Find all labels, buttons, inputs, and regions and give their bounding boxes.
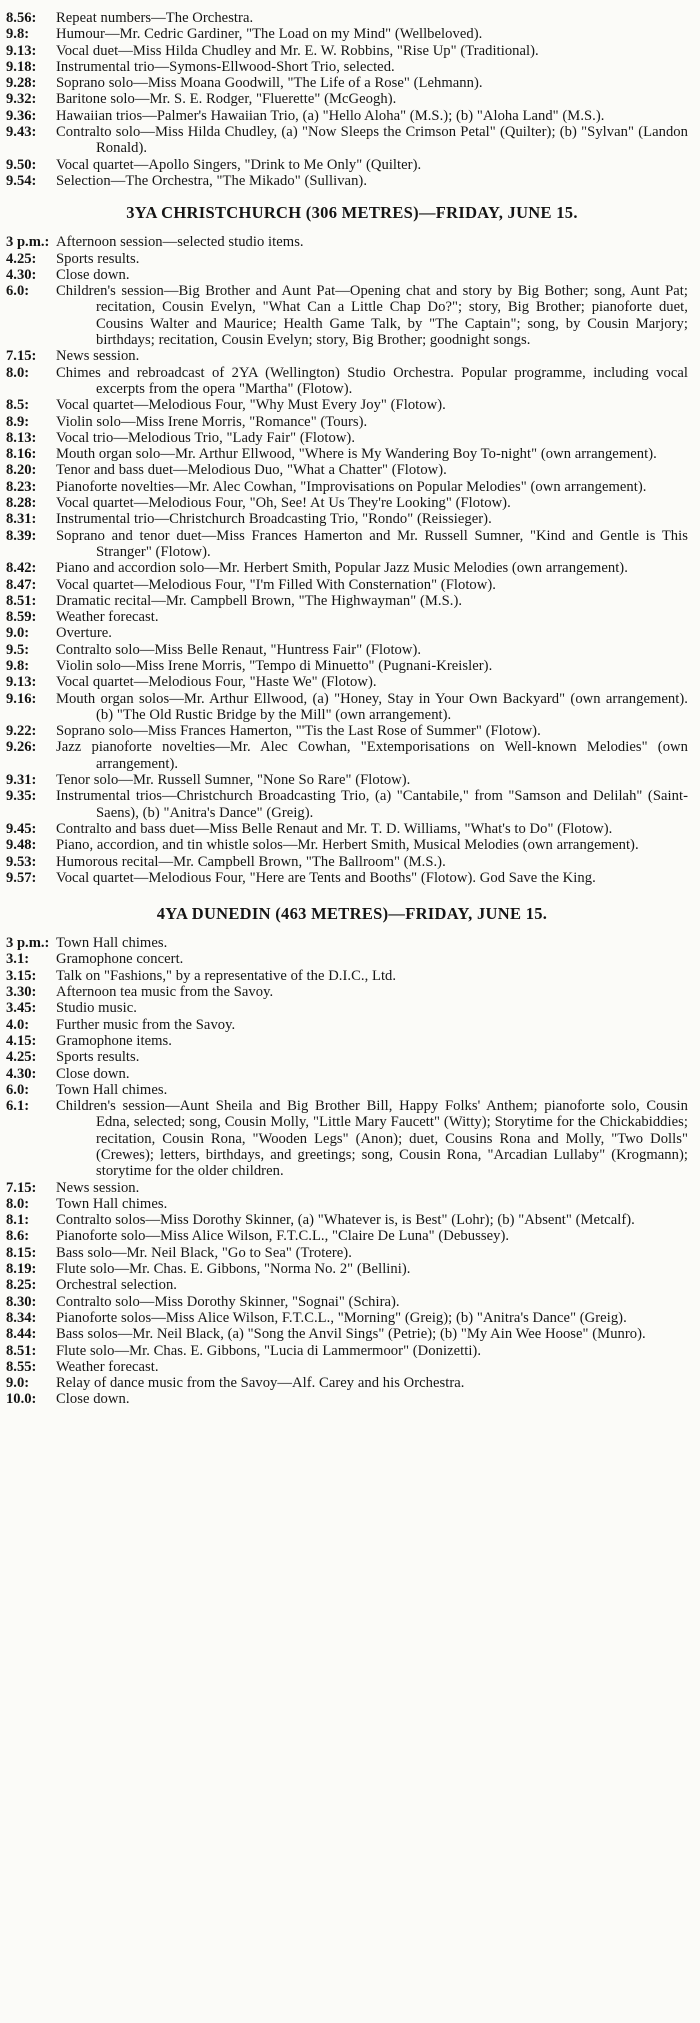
entry-time: 8.0: bbox=[6, 364, 30, 381]
programme-entry bbox=[6, 984, 688, 1000]
programme-entry bbox=[6, 157, 688, 173]
entry-description: Baritone solo—Mr. S. E. Rodger, "Fluerette" (McGeogh). bbox=[56, 91, 397, 108]
entry-time: 8.13: bbox=[6, 429, 37, 446]
entry-time: 8.19: bbox=[6, 1261, 37, 1278]
programme-entry bbox=[6, 430, 688, 446]
entry-description: Close down. bbox=[56, 266, 130, 283]
entry-description: Talk on "Fashions," by a representative of the D.I.C., Ltd. bbox=[56, 967, 397, 984]
entry-time: 6.1: bbox=[6, 1098, 30, 1115]
entry-description: Vocal quartet—Melodious Four, "Why Must Every Joy" (Flotow). bbox=[56, 397, 446, 414]
programme-entry bbox=[6, 414, 688, 430]
programme-entry bbox=[6, 821, 688, 837]
entry-time: 8.1: bbox=[6, 1212, 30, 1229]
programme-entry bbox=[6, 1343, 688, 1359]
entry-description: Vocal duet—Miss Hilda Chudley and Mr. E. W. Robbins, "Rise Up" (Traditional). bbox=[56, 42, 539, 59]
entry-time: 3 p.m.: bbox=[6, 935, 50, 952]
entry-time: 3.1: bbox=[6, 951, 30, 968]
entry-description: Contralto solo—Miss Belle Renaut, "Huntress Fair" (Flotow). bbox=[56, 641, 422, 658]
entry-description: Weather forecast. bbox=[56, 1358, 159, 1375]
entry-time: 7.15: bbox=[6, 1179, 37, 1196]
programme-entry bbox=[6, 1049, 688, 1065]
entry-description: Vocal quartet—Apollo Singers, "Drink to Me Only" (Quilter). bbox=[56, 156, 422, 173]
entry-time: 9.8: bbox=[6, 26, 30, 43]
entry-time: 8.51: bbox=[6, 592, 37, 609]
entry-description: Gramophone items. bbox=[56, 1032, 172, 1049]
entry-description: Hawaiian trios—Palmer's Hawaiian Trio, (a) "Hello Aloha" (M.S.); (b) "Aloha Land" (M.S.). bbox=[56, 107, 605, 124]
entry-time: 8.34: bbox=[6, 1309, 37, 1326]
entry-time: 8.56: bbox=[6, 10, 37, 26]
entry-time: 9.35: bbox=[6, 788, 37, 805]
programme-entry bbox=[6, 173, 688, 189]
entry-time: 9.18: bbox=[6, 58, 37, 75]
programme-entry bbox=[6, 283, 688, 348]
entry-time: 10.0: bbox=[6, 1391, 37, 1408]
programme-entry bbox=[6, 1310, 688, 1326]
programme-entry bbox=[6, 691, 688, 724]
entry-time: 9.13: bbox=[6, 42, 37, 59]
entry-description: Selection—The Orchestra, "The Mikado" (Sullivan). bbox=[56, 172, 368, 189]
programme-entry bbox=[6, 593, 688, 609]
4ya-dunedin-heading: 4YA DUNEDIN (463 METRES)—FRIDAY, JUNE 15. bbox=[156, 904, 548, 924]
entry-time: 9.0: bbox=[6, 625, 30, 642]
entry-time: 6.0: bbox=[6, 283, 30, 300]
programme-entry bbox=[6, 1261, 688, 1277]
entry-time: 8.28: bbox=[6, 495, 37, 512]
entry-time: 8.15: bbox=[6, 1244, 37, 1261]
entry-time: 4.25: bbox=[6, 250, 37, 267]
entry-time: 9.50: bbox=[6, 156, 37, 173]
programme-entry bbox=[6, 772, 688, 788]
programme-entry bbox=[6, 59, 688, 75]
programme-entry bbox=[6, 854, 688, 870]
entry-time: 9.45: bbox=[6, 820, 37, 837]
entry-time: 8.6: bbox=[6, 1228, 30, 1245]
entry-time: 9.13: bbox=[6, 674, 37, 691]
entry-time: 9.53: bbox=[6, 853, 37, 870]
entry-time: 9.16: bbox=[6, 690, 37, 707]
programme-entry bbox=[6, 1228, 688, 1244]
programme-entry bbox=[6, 870, 688, 886]
programme-entry bbox=[6, 625, 688, 641]
entry-description: Contralto solos—Miss Dorothy Skinner, (a) "Whatever is, is Best" (Lohr); (b) "Absent" (Metcalf). bbox=[56, 1212, 635, 1229]
entry-time: 8.31: bbox=[6, 511, 37, 528]
entry-time: 4.30: bbox=[6, 266, 37, 283]
entry-description: Instrumental trios—Christchurch Broadcasting Trio, (a) "Cantabile," from "Samson and Delilah" (Saint-Saens), (b) "Anitra's Dance" (Greig). bbox=[56, 788, 688, 821]
entry-description: Soprano and tenor duet—Miss Frances Hamerton and Mr. Russell Sumner, "Kind and Gentle is This Stranger" (Flotow). bbox=[56, 527, 688, 560]
entry-time: 8.23: bbox=[6, 478, 37, 495]
entry-description: Soprano solo—Miss Frances Hamerton, "'Tis the Last Rose of Summer" (Flotow). bbox=[56, 723, 541, 740]
entry-description: Contralto solo—Miss Dorothy Skinner, "Sognai" (Schira). bbox=[56, 1293, 400, 1310]
entry-description: Instrumental trio—Symons-Ellwood-Short Trio, selected. bbox=[56, 58, 395, 75]
entry-description: Violin solo—Miss Irene Morris, "Romance" (Tours). bbox=[56, 413, 368, 430]
entry-time: 8.20: bbox=[6, 462, 37, 479]
entry-description: Relay of dance music from the Savoy—Alf. Carey and his Orchestra. bbox=[56, 1375, 465, 1392]
programme-entry bbox=[6, 1196, 688, 1212]
entry-description: Further music from the Savoy. bbox=[56, 1016, 236, 1033]
entry-time: 8.9: bbox=[6, 413, 30, 430]
programme-entry bbox=[6, 1294, 688, 1310]
programme-entry bbox=[6, 968, 688, 984]
entry-description: Orchestral selection. bbox=[56, 1277, 177, 1294]
programme-entry bbox=[6, 462, 688, 478]
programme-entry bbox=[6, 446, 688, 462]
entry-description: Sports results. bbox=[56, 250, 140, 267]
entry-time: 8.55: bbox=[6, 1358, 37, 1375]
entry-description: Close down. bbox=[56, 1065, 130, 1082]
programme-entry bbox=[6, 1326, 688, 1342]
entry-description: Contralto solo—Miss Hilda Chudley, (a) "Now Sleeps the Crimson Petal" (Quilter); (b) "Sylvan" (Landon Ronald). bbox=[56, 124, 688, 157]
entry-description: Mouth organ solo—Mr. Arthur Ellwood, "Where is My Wandering Boy To-night" (own arrangement). bbox=[56, 446, 657, 463]
entry-time: 9.26: bbox=[6, 739, 37, 756]
programme-entry bbox=[6, 642, 688, 658]
entry-description: Pianoforte solo—Miss Alice Wilson, F.T.C.L., "Claire De Luna" (Debussey). bbox=[56, 1228, 510, 1245]
entry-description: Children's session—Big Brother and Aunt Pat—Opening chat and story by Big Bother; song, Aunt Pat; recitation, Cousin Evelyn, "What Can a Little Chap Do?"; story, Big Brother; pianoforte duet, Cousins Walter and Maurice; Health Game Talk, by "The Captain"; song, by Cousin Marjory; birthdays; recitation, Cousin Evelyn; story, Big Brother; goodnight songs. bbox=[56, 283, 688, 349]
entry-time: 9.43: bbox=[6, 124, 37, 141]
entry-description: Tenor solo—Mr. Russell Sumner, "None So Rare" (Flotow). bbox=[56, 772, 411, 789]
entry-description: Afternoon tea music from the Savoy. bbox=[56, 984, 274, 1001]
2ya-programme-continuation bbox=[6, 10, 688, 189]
entry-description: Sports results. bbox=[56, 1049, 140, 1066]
entry-description: Piano, accordion, and tin whistle solos—Mr. Herbert Smith, Musical Melodies (own arrangement). bbox=[56, 837, 639, 854]
entry-time: 8.25: bbox=[6, 1277, 37, 1294]
entry-time: 4.0: bbox=[6, 1016, 30, 1033]
entry-description: Soprano solo—Miss Moana Goodwill, "The Life of a Rose" (Lehmann). bbox=[56, 75, 483, 92]
entry-time: 4.25: bbox=[6, 1049, 37, 1066]
programme-entry bbox=[6, 1212, 688, 1228]
entry-time: 8.0: bbox=[6, 1195, 30, 1212]
programme-entry bbox=[6, 43, 688, 59]
entry-time: 9.57: bbox=[6, 869, 37, 886]
entry-description: News session. bbox=[56, 1179, 140, 1196]
entry-description: Gramophone concert. bbox=[56, 951, 184, 968]
entry-description: Afternoon session—selected studio items. bbox=[56, 234, 304, 251]
entry-time: 8.44: bbox=[6, 1326, 37, 1343]
entry-description: Flute solo—Mr. Chas. E. Gibbons, "Lucia di Lammermoor" (Donizetti). bbox=[56, 1342, 482, 1359]
programme-entry bbox=[6, 1180, 688, 1196]
entry-time: 3.30: bbox=[6, 984, 37, 1001]
programme-entry bbox=[6, 234, 688, 250]
entry-time: 8.5: bbox=[6, 397, 30, 414]
programme-entry bbox=[6, 658, 688, 674]
4ya-dunedin-programme bbox=[6, 935, 688, 1408]
entry-time: 8.16: bbox=[6, 446, 37, 463]
programme-entry bbox=[6, 951, 688, 967]
entry-time: 3.45: bbox=[6, 1000, 37, 1017]
programme-entry bbox=[6, 1245, 688, 1261]
programme-entry bbox=[6, 10, 688, 26]
entry-description: Flute solo—Mr. Chas. E. Gibbons, "Norma No. 2" (Bellini). bbox=[56, 1261, 411, 1278]
programme-entry bbox=[6, 1098, 688, 1179]
entry-description: Dramatic recital—Mr. Campbell Brown, "The Highwayman" (M.S.). bbox=[56, 592, 463, 609]
entry-time: 9.28: bbox=[6, 75, 37, 92]
entry-time: 4.30: bbox=[6, 1065, 37, 1082]
entry-time: 9.0: bbox=[6, 1375, 30, 1392]
entry-description: Vocal quartet—Melodious Four, "Here are Tents and Booths" (Flotow). God Save the King. bbox=[56, 869, 596, 886]
entry-description: Vocal quartet—Melodious Four, "Haste We" (Flotow). bbox=[56, 674, 377, 691]
entry-description: Humour—Mr. Cedric Gardiner, "The Load on my Mind" (Wellbeloved). bbox=[56, 26, 483, 43]
entry-time: 3.15: bbox=[6, 967, 37, 984]
entry-time: 8.30: bbox=[6, 1293, 37, 1310]
programme-entry bbox=[6, 91, 688, 107]
entry-description: Town Hall chimes. bbox=[56, 1195, 168, 1212]
entry-description: Pianoforte novelties—Mr. Alec Cowhan, "Improvisations on Popular Melodies" (own arrangement). bbox=[56, 478, 647, 495]
programme-entry bbox=[6, 365, 688, 398]
entry-description: Studio music. bbox=[56, 1000, 137, 1017]
programme-entry bbox=[6, 108, 688, 124]
entry-time: 4.15: bbox=[6, 1032, 37, 1049]
entry-description: Mouth organ solos—Mr. Arthur Ellwood, (a) "Honey, Stay in Your Own Backyard" (own arrangement). (b) "The Old Rustic Bridge by the Mill" (own arrangement). bbox=[56, 690, 688, 723]
entry-description: Vocal trio—Melodious Trio, "Lady Fair" (Flotow). bbox=[56, 429, 356, 446]
entry-description: Overture. bbox=[56, 625, 112, 642]
entry-time: 8.39: bbox=[6, 527, 37, 544]
programme-entry bbox=[6, 1391, 688, 1407]
programme-entry bbox=[6, 511, 688, 527]
programme-entry bbox=[6, 251, 688, 267]
entry-description: Town Hall chimes. bbox=[56, 1081, 168, 1098]
entry-description: Tenor and bass duet—Melodious Duo, "What a Chatter" (Flotow). bbox=[56, 462, 447, 479]
entry-time: 7.15: bbox=[6, 348, 37, 365]
entry-description: Instrumental trio—Christchurch Broadcasting Trio, "Rondo" (Reissieger). bbox=[56, 511, 492, 528]
programme-entry bbox=[6, 837, 688, 853]
programme-entry bbox=[6, 1082, 688, 1098]
programme-entry bbox=[6, 739, 688, 772]
entry-description: Bass solo—Mr. Neil Black, "Go to Sea" (Trotere). bbox=[56, 1244, 352, 1261]
entry-description: Piano and accordion solo—Mr. Herbert Smith, Popular Jazz Music Melodies (own arrangement). bbox=[56, 560, 628, 577]
programme-entry bbox=[6, 674, 688, 690]
entry-description: Vocal quartet—Melodious Four, "Oh, See! At Us They're Looking" (Flotow). bbox=[56, 495, 511, 512]
programme-entry bbox=[6, 75, 688, 91]
entry-time: 9.48: bbox=[6, 837, 37, 854]
3ya-christchurch-heading: 3YA CHRISTCHURCH (306 METRES)—FRIDAY, JUNE 15. bbox=[126, 203, 578, 223]
entry-time: 8.51: bbox=[6, 1342, 37, 1359]
programme-entry bbox=[6, 528, 688, 561]
programme-entry bbox=[6, 1359, 688, 1375]
programme-entry bbox=[6, 397, 688, 413]
entry-description: Weather forecast. bbox=[56, 609, 159, 626]
entry-description: Humorous recital—Mr. Campbell Brown, "The Ballroom" (M.S.). bbox=[56, 853, 446, 870]
entry-time: 6.0: bbox=[6, 1081, 30, 1098]
entry-time: 9.54: bbox=[6, 172, 37, 189]
programme-entry bbox=[6, 1033, 688, 1049]
entry-description: Jazz pianoforte novelties—Mr. Alec Cowhan, "Extemporisations on Well-known Melodies" (own arrangement). bbox=[56, 739, 688, 772]
programme-entry bbox=[6, 723, 688, 739]
programme-entry bbox=[6, 1277, 688, 1293]
programme-entry bbox=[6, 479, 688, 495]
entry-time: 3 p.m.: bbox=[6, 234, 50, 251]
entry-time: 9.31: bbox=[6, 772, 37, 789]
programme-entry bbox=[6, 1017, 688, 1033]
programme-entry bbox=[6, 124, 688, 157]
programme-entry bbox=[6, 495, 688, 511]
entry-time: 8.42: bbox=[6, 560, 37, 577]
entry-time: 9.32: bbox=[6, 91, 37, 108]
entry-description: Contralto and bass duet—Miss Belle Renaut and Mr. T. D. Williams, "What's to Do" (Flotow). bbox=[56, 820, 613, 837]
programme-entry bbox=[6, 609, 688, 625]
entry-description: Violin solo—Miss Irene Morris, "Tempo di Minuetto" (Pugnani-Kreisler). bbox=[56, 657, 493, 674]
entry-description: Chimes and rebroadcast of 2YA (Wellington) Studio Orchestra. Popular programme, including vocal excerpts from the opera "Martha" (Flotow). bbox=[56, 364, 688, 397]
programme-entry bbox=[6, 577, 688, 593]
programme-entry bbox=[6, 560, 688, 576]
programme-entry bbox=[6, 1066, 688, 1082]
entry-description: Children's session—Aunt Sheila and Big Brother Bill, Happy Folks' Anthem; pianoforte solo, Cousin Edna, selected; song, Cousin Molly, "Little Mary Faucett" (Witty); Storytime for the Chickabiddies; recitation, Cousin Rona, "Wooden Legs" (Anon); duet, Cousins Rona and Molly, "Two Dolls" (Crewes); letters, birthdays, and greetings; song, Cousin Rona, "Arcadian Lullaby" (Krogmann); storytime for the older children. bbox=[56, 1098, 688, 1180]
programme-entry bbox=[6, 348, 688, 364]
entry-description: Town Hall chimes. bbox=[56, 935, 168, 952]
programme-entry bbox=[6, 1375, 688, 1391]
entry-time: 9.8: bbox=[6, 657, 30, 674]
entry-description: News session. bbox=[56, 348, 140, 365]
programme-entry bbox=[6, 1000, 688, 1016]
entry-description: Pianoforte solos—Miss Alice Wilson, F.T.C.L., "Morning" (Greig); (b) "Anitra's Dance" (Greig). bbox=[56, 1309, 627, 1326]
entry-description: Vocal quartet—Melodious Four, "I'm Filled With Consternation" (Flotow). bbox=[56, 576, 496, 593]
entry-time: 9.22: bbox=[6, 723, 37, 740]
entry-time: 8.59: bbox=[6, 609, 37, 626]
programme-entry bbox=[6, 267, 688, 283]
entry-time: 8.47: bbox=[6, 576, 37, 593]
entry-description: Close down. bbox=[56, 1391, 130, 1408]
3ya-christchurch-programme bbox=[6, 234, 688, 886]
programme-entry bbox=[6, 788, 688, 821]
entry-time: 9.5: bbox=[6, 641, 30, 658]
entry-description: Bass solos—Mr. Neil Black, (a) "Song the Anvil Sings" (Petrie); (b) "My Ain Wee Hoose" (Munro). bbox=[56, 1326, 646, 1343]
entry-time: 9.36: bbox=[6, 107, 37, 124]
programme-entry bbox=[6, 935, 688, 951]
entry-description: Repeat numbers—The Orchestra. bbox=[56, 10, 254, 26]
programme-entry bbox=[6, 26, 688, 42]
